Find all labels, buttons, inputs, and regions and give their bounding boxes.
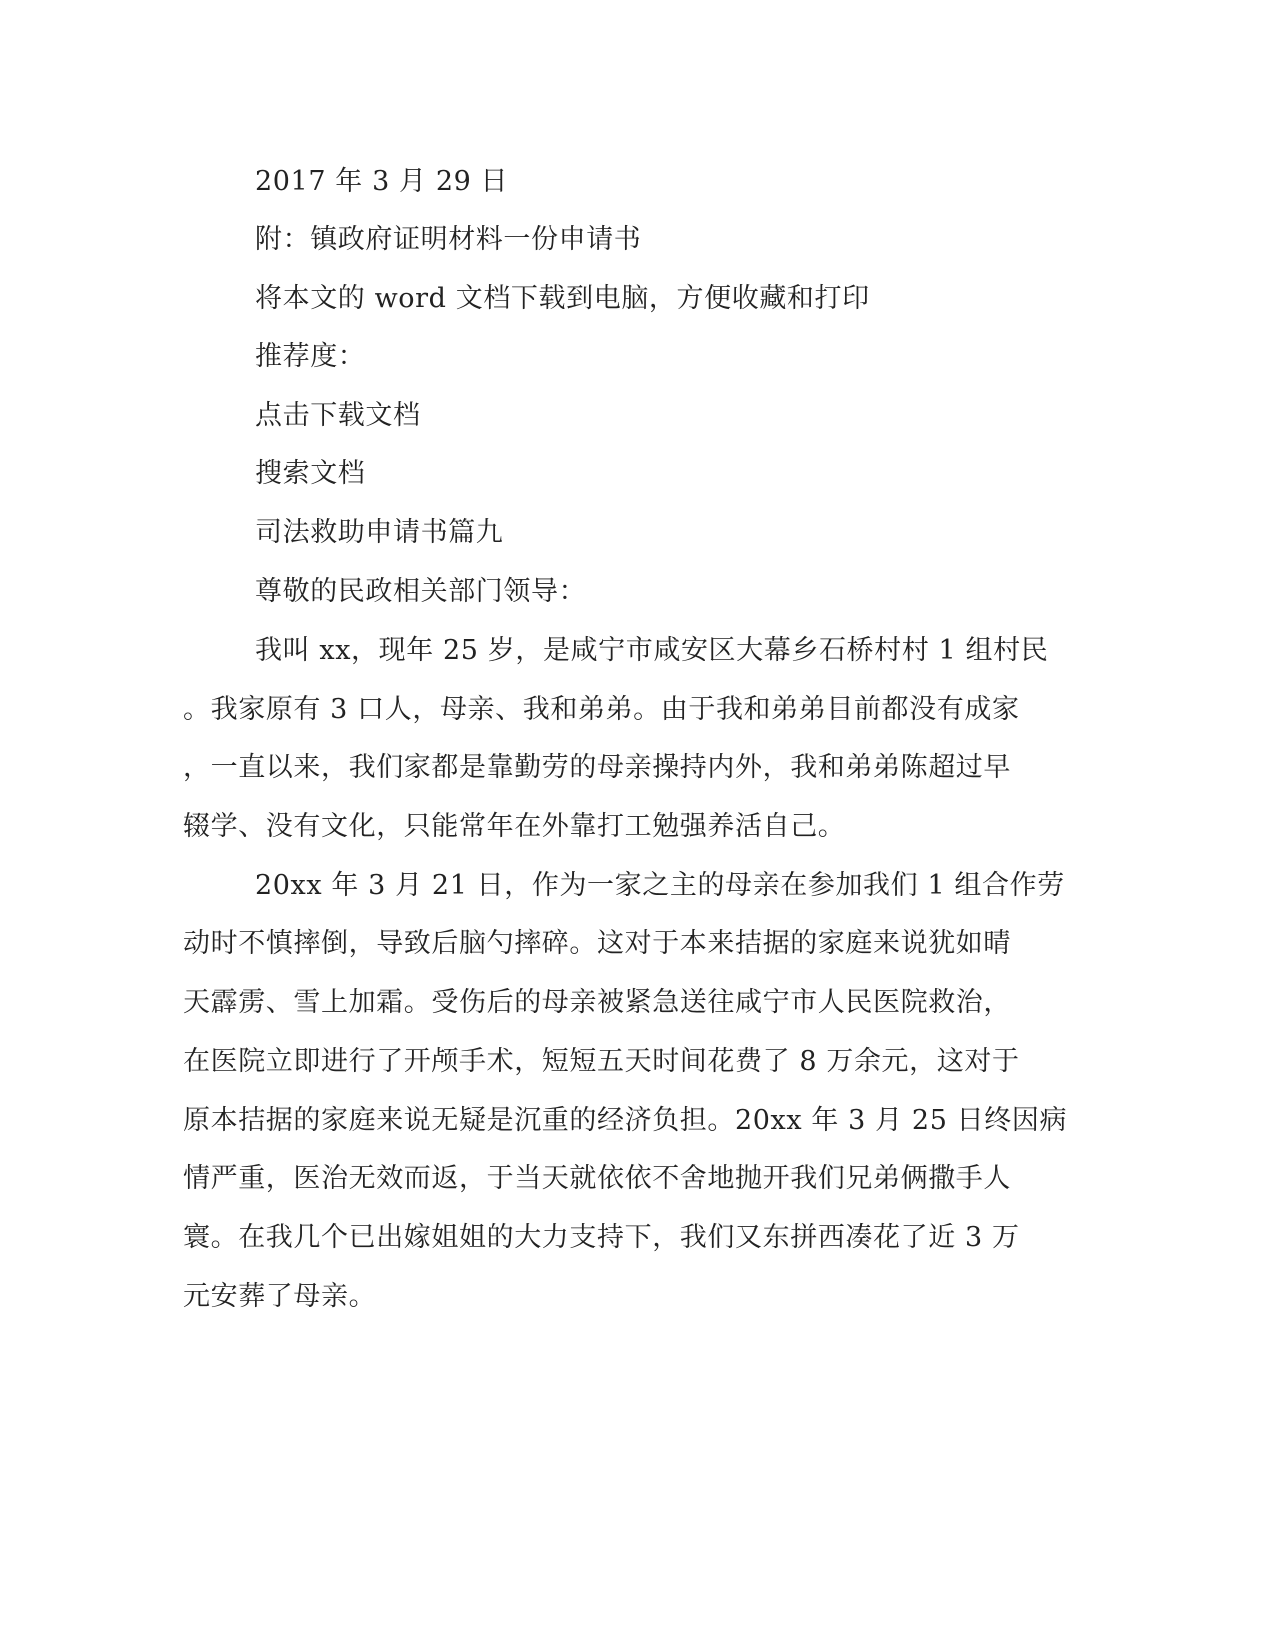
paragraph-line: ，一直以来，我们家都是靠勤劳的母亲操持内外，我和弟弟陈超过早 [183, 752, 1011, 783]
paragraph-line: 寰。在我几个已出嫁姐姐的大力支持下，我们又东拼西凑花了近 3 万 [183, 1222, 1020, 1253]
paragraph-line: 天霹雳、雪上加霜。受伤后的母亲被紧急送往咸宁市人民医院救治， [183, 987, 1011, 1018]
paragraph-line: 20xx 年 3 月 21 日，作为一家之主的母亲在参加我们 1 组合作劳 [255, 870, 1065, 901]
paragraph-line: 动时不慎摔倒，导致后脑勺摔碎。这对于本来拮据的家庭来说犹如晴 [183, 928, 1011, 959]
paragraph-line: 元安葬了母亲。 [183, 1281, 377, 1312]
attachment-line: 附：镇政府证明材料一份申请书 [255, 224, 642, 255]
paragraph-line: 情严重，医治无效而返，于当天就依依不舍地抛开我们兄弟俩撒手人 [183, 1163, 1011, 1194]
recommend-label: 推荐度： [255, 341, 366, 372]
paragraph-line: 辍学、没有文化，只能常年在外靠打工勉强养活自己。 [183, 811, 846, 842]
paragraph-line: 。我家原有 3 口人，母亲、我和弟弟。由于我和弟弟目前都没有成家 [183, 694, 1020, 725]
search-document-link[interactable]: 搜索文档 [255, 458, 366, 489]
paragraph-line: 在医院立即进行了开颅手术，短短五天时间花费了 8 万余元，这对于 [183, 1046, 1020, 1077]
download-note: 将本文的 word 文档下载到电脑，方便收藏和打印 [255, 283, 870, 314]
paragraph-line: 我叫 xx，现年 25 岁，是咸宁市咸安区大幕乡石桥村村 1 组村民 [255, 635, 1049, 666]
download-document-link[interactable]: 点击下载文档 [255, 400, 421, 431]
salutation: 尊敬的民政相关部门领导： [255, 576, 587, 607]
paragraph-line: 原本拮据的家庭来说无疑是沉重的经济负担。20xx 年 3 月 25 日终因病 [183, 1105, 1068, 1136]
date-line: 2017 年 3 月 29 日 [255, 166, 509, 197]
section-title: 司法救助申请书篇九 [255, 517, 504, 548]
